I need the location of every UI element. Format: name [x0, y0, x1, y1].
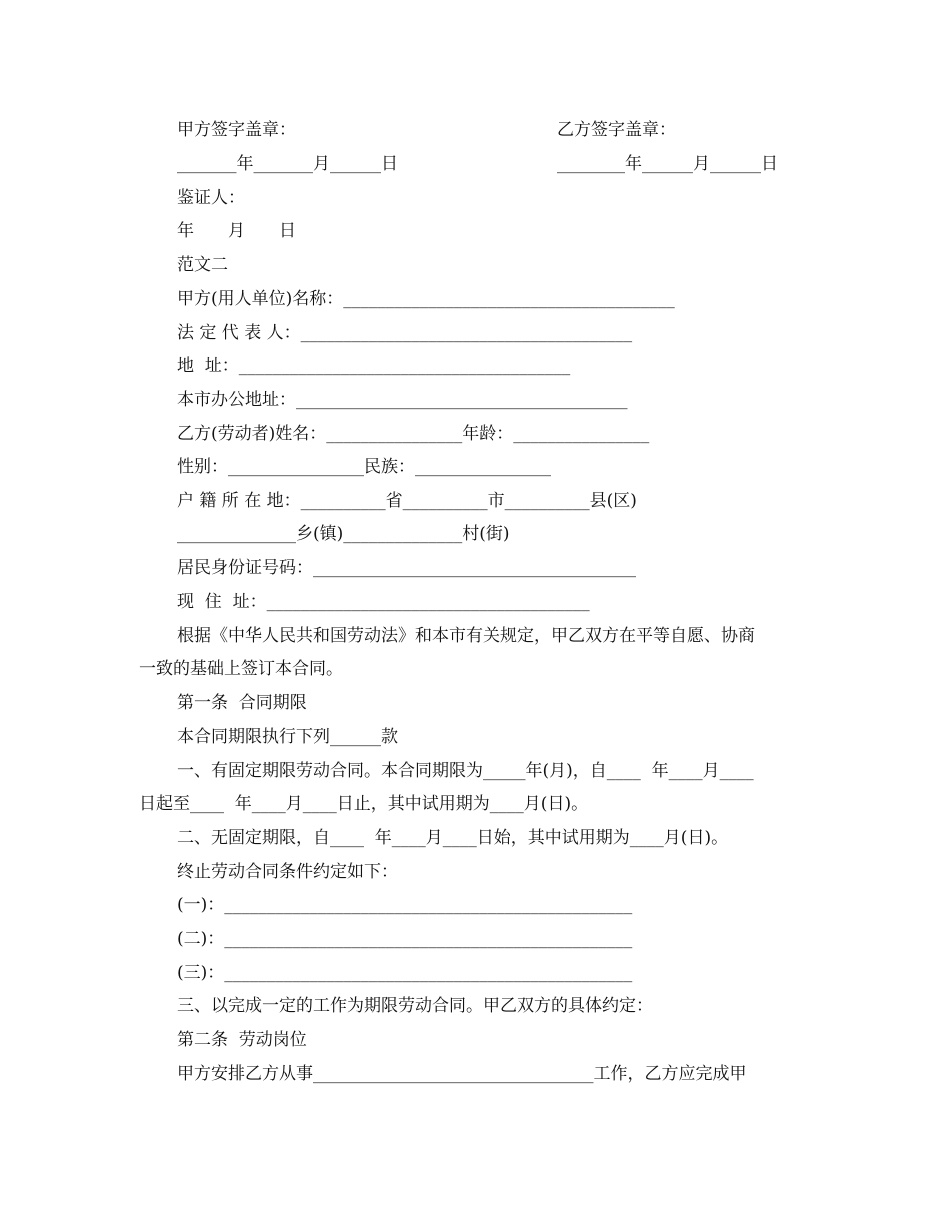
gender-ethnicity-field: 性别：________________民族：________________	[177, 457, 551, 477]
party-b-date-line: ________年______月______日	[557, 154, 778, 174]
legal-representative-field: 法 定 代 表 人：_______________________________________	[177, 323, 633, 343]
sample-heading: 范文二	[177, 255, 228, 275]
employer-name-field: 甲方(用人单位)名称：_______________________________________	[177, 289, 675, 309]
witness-label: 鉴证人：	[177, 188, 245, 208]
article-2-text: 甲方安排乙方从事_________________________________工作，乙方应完成甲	[177, 1064, 747, 1084]
current-address-field: 现 住 址：______________________________________	[177, 592, 590, 612]
termination-condition-3: (三)：________________________________________________	[177, 963, 633, 983]
article-2-heading: 第二条 劳动岗位	[177, 1030, 307, 1050]
party-b-signature-label: 乙方签字盖章：	[557, 120, 676, 140]
article-1-execution-line: 本合同期限执行下列______款	[177, 727, 398, 747]
open-term-line: 二、无固定期限，自____ 年____月____日始，其中试用期为____月(日)。	[177, 828, 729, 848]
witness-date: 年 月 日	[177, 221, 296, 241]
article-1-heading: 第一条 合同期限	[177, 693, 307, 713]
party-a-date-line: _______年_______月______日	[177, 154, 398, 174]
address-field: 地 址：_______________________________________	[177, 356, 571, 376]
office-address-field: 本市办公地址：_______________________________________	[177, 390, 628, 410]
household-registration-line-2: ______________乡(镇)______________村(街)	[177, 524, 510, 544]
fixed-term-line-1: 一、有固定期限劳动合同。本合同期限为_____年(月)，自____ 年____月____	[177, 761, 754, 781]
termination-condition-1: (一)：________________________________________________	[177, 895, 633, 915]
household-registration-line-1: 户 籍 所 在 地：__________省__________市__________县(区)	[177, 491, 637, 511]
worker-name-age-field: 乙方(劳动者)姓名：________________年龄：________________	[177, 424, 650, 444]
id-number-field: 居民身份证号码：______________________________________	[177, 558, 636, 578]
party-a-signature-label: 甲方签字盖章：	[177, 120, 296, 140]
task-term-line: 三、以完成一定的工作为期限劳动合同。甲乙双方的具体约定：	[177, 996, 653, 1016]
intro-paragraph-line-1: 根据《中华人民共和国劳动法》和本市有关规定，甲乙双方在平等自愿、协商	[177, 626, 755, 646]
intro-paragraph-line-2: 一致的基础上签订本合同。	[139, 659, 343, 679]
termination-conditions-intro: 终止劳动合同条件约定如下：	[177, 862, 398, 882]
fixed-term-line-2: 日起至____ 年____月____日止，其中试用期为____月(日)。	[139, 794, 589, 814]
termination-condition-2: (二)：________________________________________________	[177, 929, 633, 949]
